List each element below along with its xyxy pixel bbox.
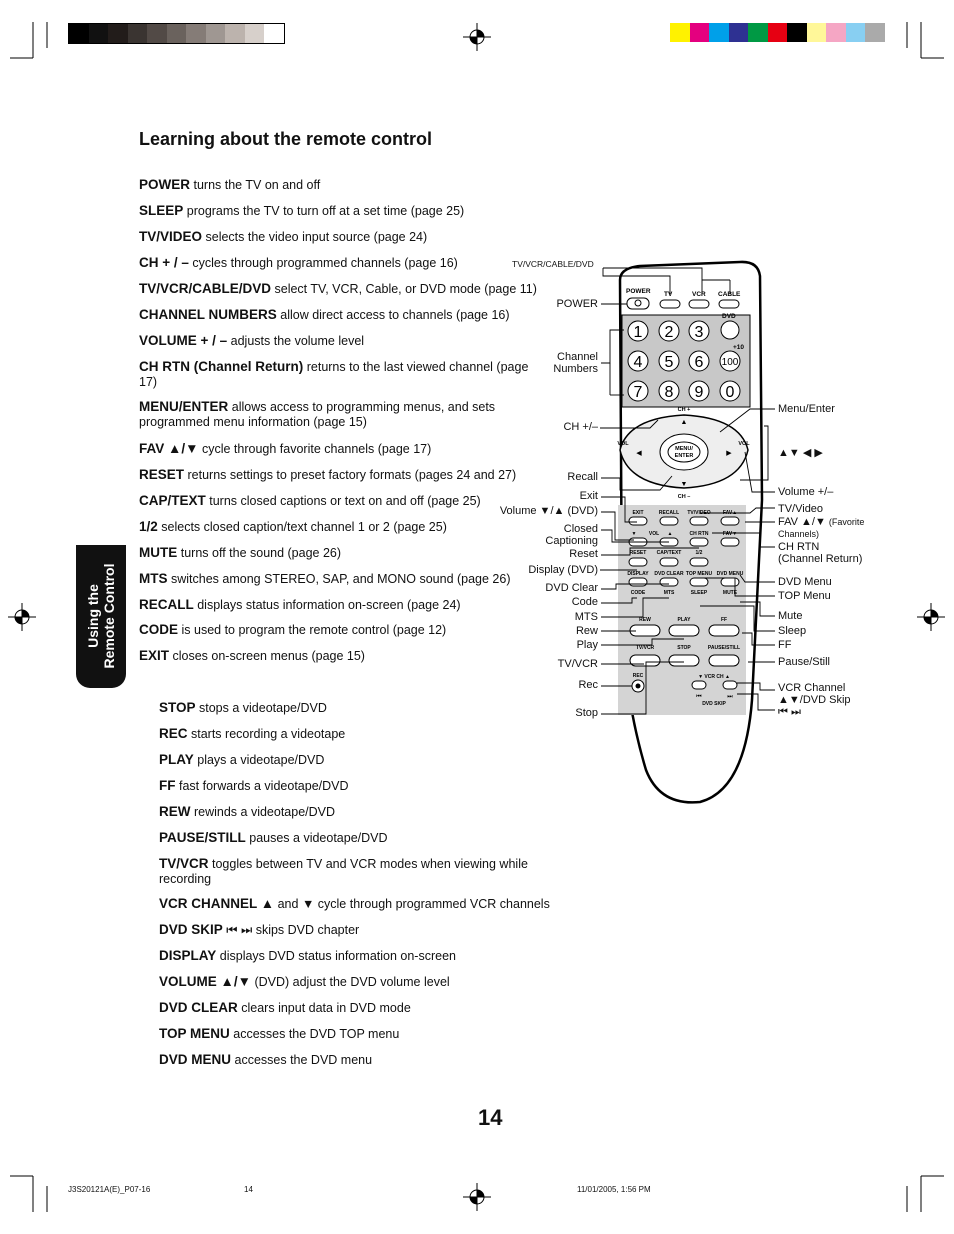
entry-term: TV/VCR/CABLE/DVD <box>139 281 272 296</box>
entry-term: DVD CLEAR <box>159 1000 238 1015</box>
entry-term: VOLUME ▲/▼ <box>159 974 251 989</box>
callout-reset: Reset <box>569 548 598 560</box>
entry-term: REC <box>159 726 188 741</box>
vcr-ch-up-button <box>723 681 737 689</box>
section-tab-label: Using the Remote Control <box>85 563 117 669</box>
digit-label: 6 <box>694 354 704 371</box>
row5-label: MTS <box>663 590 675 596</box>
tv-button <box>660 300 680 308</box>
digit-label: 5 <box>664 354 674 371</box>
entry-term: CODE <box>139 622 179 637</box>
entry-desc: displays status information on-screen (page 24) <box>197 598 461 612</box>
row5-label: SLEEP <box>690 590 708 596</box>
entry-desc: switches among STEREO, SAP, and MONO sound (page 26) <box>170 572 511 586</box>
row6-label: REW <box>639 617 651 623</box>
dpad-left-arrow: ◀ <box>636 450 642 457</box>
row3-button <box>629 558 647 566</box>
entry-desc: accesses the DVD TOP menu <box>233 1027 400 1041</box>
row2-label: ▼ <box>631 531 637 537</box>
callout-tv-video: TV/Video <box>778 503 824 515</box>
row4-button <box>629 578 647 586</box>
entry-desc: accesses the DVD menu <box>234 1053 373 1067</box>
svg-text:⏮: ⏮ <box>696 694 702 700</box>
entry-term: RESET <box>139 467 185 482</box>
entry-desc: turns the TV on and off <box>193 178 321 192</box>
page-title: Learning about the remote control <box>139 129 433 149</box>
callout-ch-rtn: CH RTN (Channel Return) <box>778 541 863 565</box>
vcr-button <box>689 300 709 308</box>
entry-term: PLAY <box>159 752 194 767</box>
entry-desc: stops a videotape/DVD <box>199 701 327 715</box>
entry-term: STOP <box>159 700 196 715</box>
entry-desc: toggles between TV and VCR modes when viewing while recording <box>159 857 528 886</box>
entry-term: RECALL <box>139 597 194 612</box>
entry-desc: cycles through programmed channels (page 16) <box>192 256 458 270</box>
dvd-button <box>721 321 739 339</box>
row3-label: CAP/TEXT <box>656 550 682 556</box>
entry-term: PAUSE/STILL <box>159 830 246 845</box>
callout-stop: Stop <box>575 707 598 719</box>
entry-desc: fast forwards a videotape/DVD <box>178 779 349 793</box>
callout-closed-captioning: Closed Captioning <box>545 523 598 547</box>
remote-cable-label: CABLE <box>718 291 741 298</box>
remote-vcr-label: VCR <box>692 291 706 298</box>
row2-label: VOL <box>648 531 660 537</box>
cable-button <box>719 300 739 308</box>
row6-label: PLAY <box>677 617 691 623</box>
digit-label: 7 <box>633 384 643 401</box>
row7-label: TV/VCR <box>635 645 655 651</box>
row1-label: TV/VIDEO <box>687 510 711 516</box>
entry-term: POWER <box>139 177 191 192</box>
callout-dvd-menu: DVD Menu <box>778 576 832 588</box>
digit-label: 1 <box>633 324 643 341</box>
entry-desc: returns to the last viewed channel (page 17) <box>139 360 529 389</box>
menu-enter-button <box>668 442 700 462</box>
row2-label: CH RTN <box>689 531 709 537</box>
entry-term: 1/2 <box>139 519 158 534</box>
callout-volume-dvd: Volume ▼/▲ (DVD) <box>499 505 598 517</box>
callout-play: Play <box>576 639 598 651</box>
row6-label: FF <box>720 617 728 623</box>
entry-term: FF <box>159 778 176 793</box>
entry-desc: displays DVD status information on-screen <box>219 949 456 963</box>
row7-button <box>709 655 739 666</box>
row5-label: MUTE <box>722 590 738 596</box>
entry-term: CH + / – <box>139 255 189 270</box>
row6-button <box>669 625 699 636</box>
row4-button <box>660 578 678 586</box>
callout-mute: Mute <box>778 610 803 622</box>
remote-dvd-label: DVD <box>722 313 736 320</box>
row3-button <box>660 558 678 566</box>
entry-desc: pauses a videotape/DVD <box>249 831 388 845</box>
digit-label: 4 <box>633 354 643 371</box>
row1-label: EXIT <box>632 510 644 516</box>
callout-display-dvd: Display (DVD) <box>528 564 598 576</box>
row6-button <box>709 625 739 636</box>
remote-rec-label: REC <box>632 673 644 679</box>
row3-label: 1/2 <box>695 550 703 556</box>
row4-button <box>721 578 739 586</box>
row4-label: DISPLAY <box>627 571 649 577</box>
remote-vcrch-label: ▼ VCR CH ▲ <box>698 674 730 680</box>
footer-file: J3S20121A(E)_P07-16 <box>68 1185 151 1194</box>
row2-button <box>721 538 739 546</box>
row7-label: STOP <box>677 645 691 651</box>
remote-menu-label-1: MENU/ <box>675 446 693 452</box>
callout-menu-enter: Menu/Enter <box>778 403 835 415</box>
row7-button <box>669 655 699 666</box>
entry-term: CHANNEL NUMBERS <box>139 307 277 322</box>
row1-label: FAV▲ <box>722 510 738 516</box>
callout-fav: FAV ▲/▼ (Favorite Channels) <box>778 516 865 539</box>
dpad-up-arrow: ▲ <box>680 419 688 426</box>
entry-desc: closes on-screen menus (page 15) <box>172 649 365 663</box>
callout-sleep: Sleep <box>778 625 807 637</box>
row7-label: PAUSE/STILL <box>707 645 741 651</box>
entry-term: DISPLAY <box>159 948 217 963</box>
callout-recall: Recall <box>567 471 598 483</box>
entry-desc: and ▼ cycle through programmed VCR channels <box>277 897 550 911</box>
dpad-down-arrow: ▼ <box>680 481 688 488</box>
entry-desc: rewinds a videotape/DVD <box>193 805 336 819</box>
entry-desc: turns off the sound (page 26) <box>180 546 342 560</box>
entry-desc: clears input data in DVD mode <box>241 1001 411 1015</box>
row6-button <box>630 625 660 636</box>
callout-top-menu: TOP Menu <box>778 590 831 602</box>
remote-dvdskip-label: DVD SKIP <box>702 701 726 707</box>
page-number: 14 <box>478 1105 503 1130</box>
svg-text:⏭: ⏭ <box>727 694 733 700</box>
entry-term: MUTE <box>139 545 178 560</box>
row1-label: RECALL <box>658 510 680 516</box>
digit-label: 0 <box>725 384 735 401</box>
entry-desc: (DVD) adjust the DVD volume level <box>254 975 450 989</box>
entry-term: MENU/ENTER <box>139 399 229 414</box>
entry-desc: is used to program the remote control (page 12) <box>181 623 447 637</box>
row4-label: DVD MENU <box>716 571 744 577</box>
row1-button <box>721 517 739 525</box>
remote-vol-right-label: VOL <box>738 441 750 447</box>
digit-label: 3 <box>694 324 704 341</box>
entry-desc: allows access to programming menus, and sets programmed menu information (page 15) <box>139 400 496 429</box>
entry-desc: starts recording a videotape <box>191 727 346 741</box>
row5-label: CODE <box>630 590 646 596</box>
callout-power: POWER <box>556 298 598 310</box>
callout-tvvcr: TV/VCR <box>557 658 598 670</box>
footer-date: 11/01/2005, 1:56 PM <box>577 1185 651 1194</box>
callout-pause-still: Pause/Still <box>778 656 830 668</box>
entry-desc: selects the video input source (page 24) <box>205 230 428 244</box>
dpad-right-arrow: ▶ <box>726 450 732 457</box>
callout-code: Code <box>571 596 598 608</box>
row3-button <box>690 558 708 566</box>
callout-ch: CH +/– <box>563 421 598 433</box>
entry-term: MTS <box>139 571 168 586</box>
remote-ch-minus-label: CH – <box>677 494 691 500</box>
callout-dvd-clear: DVD Clear <box>545 582 598 594</box>
entry-term: REW <box>159 804 191 819</box>
callout-channel-numbers: Channel Numbers <box>553 351 598 375</box>
callout-arrows: ▲▼ ◀ ▶ <box>778 447 823 459</box>
remote-power-label: POWER <box>626 288 651 295</box>
remote-menu-label-2: ENTER <box>674 453 694 459</box>
entry-desc: programs the TV to turn off at a set time (page 25) <box>186 204 465 218</box>
entry-desc: ⏮ ⏭ skips DVD chapter <box>226 923 360 937</box>
hundred-label: 100 <box>721 357 739 368</box>
callout-exit: Exit <box>579 490 598 502</box>
entry-term: DVD MENU <box>159 1052 232 1067</box>
entry-term: EXIT <box>139 648 170 663</box>
footer-page: 14 <box>244 1185 253 1194</box>
callout-ff: FF <box>778 639 792 651</box>
digit-label: 2 <box>664 324 674 341</box>
callout-rew: Rew <box>575 625 598 637</box>
entry-desc: cycle through favorite channels (page 17) <box>201 442 432 456</box>
entry-desc: plays a videotape/DVD <box>197 753 325 767</box>
row2-button <box>690 538 708 546</box>
vcr-ch-down-button <box>692 681 706 689</box>
row4-button <box>690 578 708 586</box>
entry-term: VOLUME + / – <box>139 333 228 348</box>
row2-label: FAV▼ <box>722 531 738 537</box>
entry-term: TV/VCR <box>159 856 209 871</box>
entry-term: CH RTN (Channel Return) <box>139 359 304 374</box>
remote-tv-label: TV <box>664 291 673 298</box>
digit-label: 8 <box>664 384 674 401</box>
digit-label: 9 <box>694 384 704 401</box>
remote-ch-plus-label: CH + <box>677 407 691 413</box>
row3-label: RESET <box>629 550 647 556</box>
callout-tvvcrcabledvd: TV/VCR/CABLE/DVD <box>512 259 594 269</box>
callout-mts: MTS <box>574 611 598 623</box>
row1-button <box>690 517 708 525</box>
remote-vol-left-label: VOL <box>617 441 629 447</box>
entry-term: SLEEP <box>139 203 184 218</box>
entry-desc: selects closed caption/text channel 1 or 2 (page 25) <box>161 520 447 534</box>
entry-term: CAP/TEXT <box>139 493 206 508</box>
entry-desc: adjusts the volume level <box>230 334 365 348</box>
entry-term: FAV ▲/▼ <box>139 441 199 456</box>
row4-label: TOP MENU <box>685 571 713 577</box>
entry-term: TV/VIDEO <box>139 229 203 244</box>
entry-term: VCR CHANNEL ▲ <box>159 896 275 911</box>
entry-term: DVD SKIP <box>159 922 223 937</box>
entry-term: TOP MENU <box>159 1026 230 1041</box>
row1-button <box>660 517 678 525</box>
entry-desc: select TV, VCR, Cable, or DVD mode (page 11) <box>274 282 537 296</box>
entry-desc: allow direct access to channels (page 16) <box>280 308 510 322</box>
callout-rec: Rec <box>578 679 598 691</box>
row4-label: DVD CLEAR <box>654 571 684 577</box>
row2-label: ▲ <box>667 531 673 537</box>
entry-desc: returns settings to preset factory formats (pages 24 and 27) <box>187 468 517 482</box>
entry-desc: turns closed captions or text on and off (page 25) <box>209 494 481 508</box>
callout-volume: Volume +/– <box>778 486 834 498</box>
callout-vcr-channel: VCR Channel ▲▼/DVD Skip ⏮ ⏭ <box>778 682 851 718</box>
row1-button <box>629 517 647 525</box>
remote-plus10-label: +10 <box>733 344 745 351</box>
